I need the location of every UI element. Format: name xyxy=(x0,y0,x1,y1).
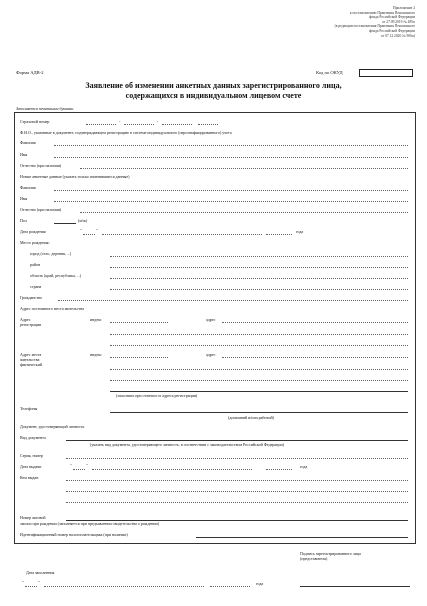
doc-type-hint: (указать вид документа, удостоверяющего личность, в соответствии с законодательством Российской Федерации) xyxy=(90,442,284,447)
actual-address-label3: фактический xyxy=(20,362,43,367)
appendix-line: к постановлению Правления Пенсионного xyxy=(349,10,415,15)
birth-place-label: Место рождения: xyxy=(20,240,50,245)
name2-field[interactable] xyxy=(54,201,408,202)
birth-year-label: года xyxy=(296,229,304,234)
district-label: район xyxy=(30,262,41,267)
id-doc-header: Документ, удостоверяющий личность xyxy=(20,424,85,429)
issue-month-field[interactable] xyxy=(92,469,252,470)
surname2-field[interactable] xyxy=(54,190,408,191)
issued-by-label: Кем выдан xyxy=(20,475,39,480)
inn-label: Идентификационный номер налогоплательщика (при наличии) xyxy=(20,532,128,537)
fio-note: Ф.И.О., указанные в документе, подтверждающем регистрацию в системе индивидуального (персонифицированного) учета xyxy=(20,130,232,135)
doc-type-field[interactable] xyxy=(66,440,408,441)
phones-label: Телефоны xyxy=(20,406,38,411)
sex-label: Пол xyxy=(20,218,27,223)
issued-by-field-2[interactable] xyxy=(66,491,408,492)
act-number-label2: записи при рождении (заполняется при предъявлении свидетельства о рождении) xyxy=(20,521,160,526)
signature-label2: (представителя) xyxy=(300,556,328,561)
reg-index-field[interactable] xyxy=(110,322,168,323)
actual-index-label: индекс xyxy=(90,352,102,357)
issued-by-field-1[interactable] xyxy=(66,480,408,481)
country-field[interactable] xyxy=(110,289,408,290)
sex-hint: (м/ж) xyxy=(78,218,88,223)
appendix-line: фонда Российской Федерации xyxy=(369,15,415,20)
actual-address-field-2[interactable] xyxy=(110,369,408,370)
appendix-line: фонда Российской Федерации xyxy=(369,28,415,33)
snils-part1[interactable] xyxy=(86,124,116,125)
new-data-note: Новые анкетные данные (указать только изменившиеся данные) xyxy=(20,174,130,179)
actual-address-field-4[interactable] xyxy=(110,391,408,392)
name-field[interactable] xyxy=(54,157,408,158)
patronymic2-label: Отчество (при наличии) xyxy=(20,207,62,212)
reg-address-label: Адрес xyxy=(20,317,31,322)
form-code: Форма АДВ-2 xyxy=(16,70,44,75)
issue-day-field[interactable] xyxy=(73,469,85,470)
form-title-line2: содержащихся в индивидуальном лицевом счете xyxy=(125,91,302,100)
actual-address-label2: жительства xyxy=(20,357,40,362)
patronymic-field[interactable] xyxy=(80,168,408,169)
city-label: город (село, деревня, ...) xyxy=(30,251,72,256)
actual-index-field[interactable] xyxy=(110,357,168,358)
doc-type-label: Вид документа xyxy=(20,435,46,440)
birth-year-field[interactable] xyxy=(266,234,292,235)
citizenship-label: Гражданство xyxy=(20,295,42,300)
reg-address-field-1[interactable] xyxy=(222,322,408,323)
okud-label: Код по ОКУД xyxy=(316,70,343,75)
surname-field[interactable] xyxy=(54,145,408,146)
patronymic-label: Отчество (при наличии) xyxy=(20,163,62,168)
phones-field[interactable] xyxy=(110,412,408,413)
region-field[interactable] xyxy=(110,278,408,279)
address-header: Адрес постоянного места жительства xyxy=(20,306,85,311)
reg-address-text-label: адрес xyxy=(206,317,216,322)
appendix-line: от 27.09.2019 № 485п xyxy=(382,19,415,24)
city-field[interactable] xyxy=(110,256,408,257)
snils-part4[interactable] xyxy=(198,124,218,125)
appendix-line: от 07.12.2020 № 906п) xyxy=(380,33,415,38)
phones-hint: (домашний и/или рабочий) xyxy=(228,415,274,420)
fill-date-label: Дата заполнения xyxy=(26,570,55,575)
birth-date-label: Дата рождения xyxy=(20,229,46,234)
appendix-note xyxy=(335,6,415,38)
appendix-line: Приложение 2 xyxy=(393,6,415,10)
birth-day-field[interactable] xyxy=(83,234,95,235)
actual-address-label1: Адрес места xyxy=(20,352,42,357)
series-number-label: Серия, номер xyxy=(20,453,43,458)
signature-field[interactable] xyxy=(300,586,410,587)
fill-year-label: года xyxy=(256,581,264,586)
surname2-label: Фамилия xyxy=(20,185,36,190)
district-field[interactable] xyxy=(110,267,408,268)
issue-date-label: Дата выдачи xyxy=(20,464,42,469)
surname-label: Фамилия xyxy=(20,140,36,145)
act-number-label1: Номер актовой xyxy=(20,515,46,520)
issue-year-label: года xyxy=(300,464,308,469)
fill-note: Заполняется печатными буквами xyxy=(16,106,74,111)
appendix-line: (в редакции постановления Правления Пенсионного xyxy=(334,24,415,29)
signature-label1: Подпись зарегистрированного лица xyxy=(300,551,361,556)
reg-index-label: индекс xyxy=(90,317,102,322)
actual-address-field-1[interactable] xyxy=(222,357,408,358)
issue-year-field[interactable] xyxy=(266,469,292,470)
actual-address-hint: (заполнять при отличии от адреса регистрации) xyxy=(116,393,198,398)
okud-code-box[interactable] xyxy=(359,69,413,77)
birth-month-field[interactable] xyxy=(102,234,262,235)
series-number-field[interactable] xyxy=(66,458,408,459)
region-label: область (край, республика, ...) xyxy=(30,273,82,278)
reg-address-field-2[interactable] xyxy=(110,334,408,335)
reg-address-field-3[interactable] xyxy=(110,345,408,346)
reg-address-label2: регистрации xyxy=(20,322,42,327)
actual-address-field-3[interactable] xyxy=(110,380,408,381)
inn-field[interactable] xyxy=(196,537,408,538)
fill-day-field[interactable] xyxy=(25,586,37,587)
fill-year-field[interactable] xyxy=(210,586,250,587)
snils-part3[interactable] xyxy=(162,124,192,125)
snils-part2[interactable] xyxy=(124,124,154,125)
name-label: Имя xyxy=(20,152,28,157)
name2-label: Имя xyxy=(20,196,28,201)
issued-by-field-3[interactable] xyxy=(66,502,408,503)
form-title-line1: Заявление об изменении анкетных данных зарегистрированного лица, xyxy=(85,81,342,90)
sex-field[interactable] xyxy=(54,223,76,224)
actual-address-text-label: адрес xyxy=(206,352,216,357)
fill-month-field[interactable] xyxy=(44,586,204,587)
patronymic2-field[interactable] xyxy=(80,212,408,213)
snils-label: Страховой номер xyxy=(20,119,50,124)
country-label: страна xyxy=(30,284,42,289)
citizenship-field[interactable] xyxy=(58,300,408,301)
